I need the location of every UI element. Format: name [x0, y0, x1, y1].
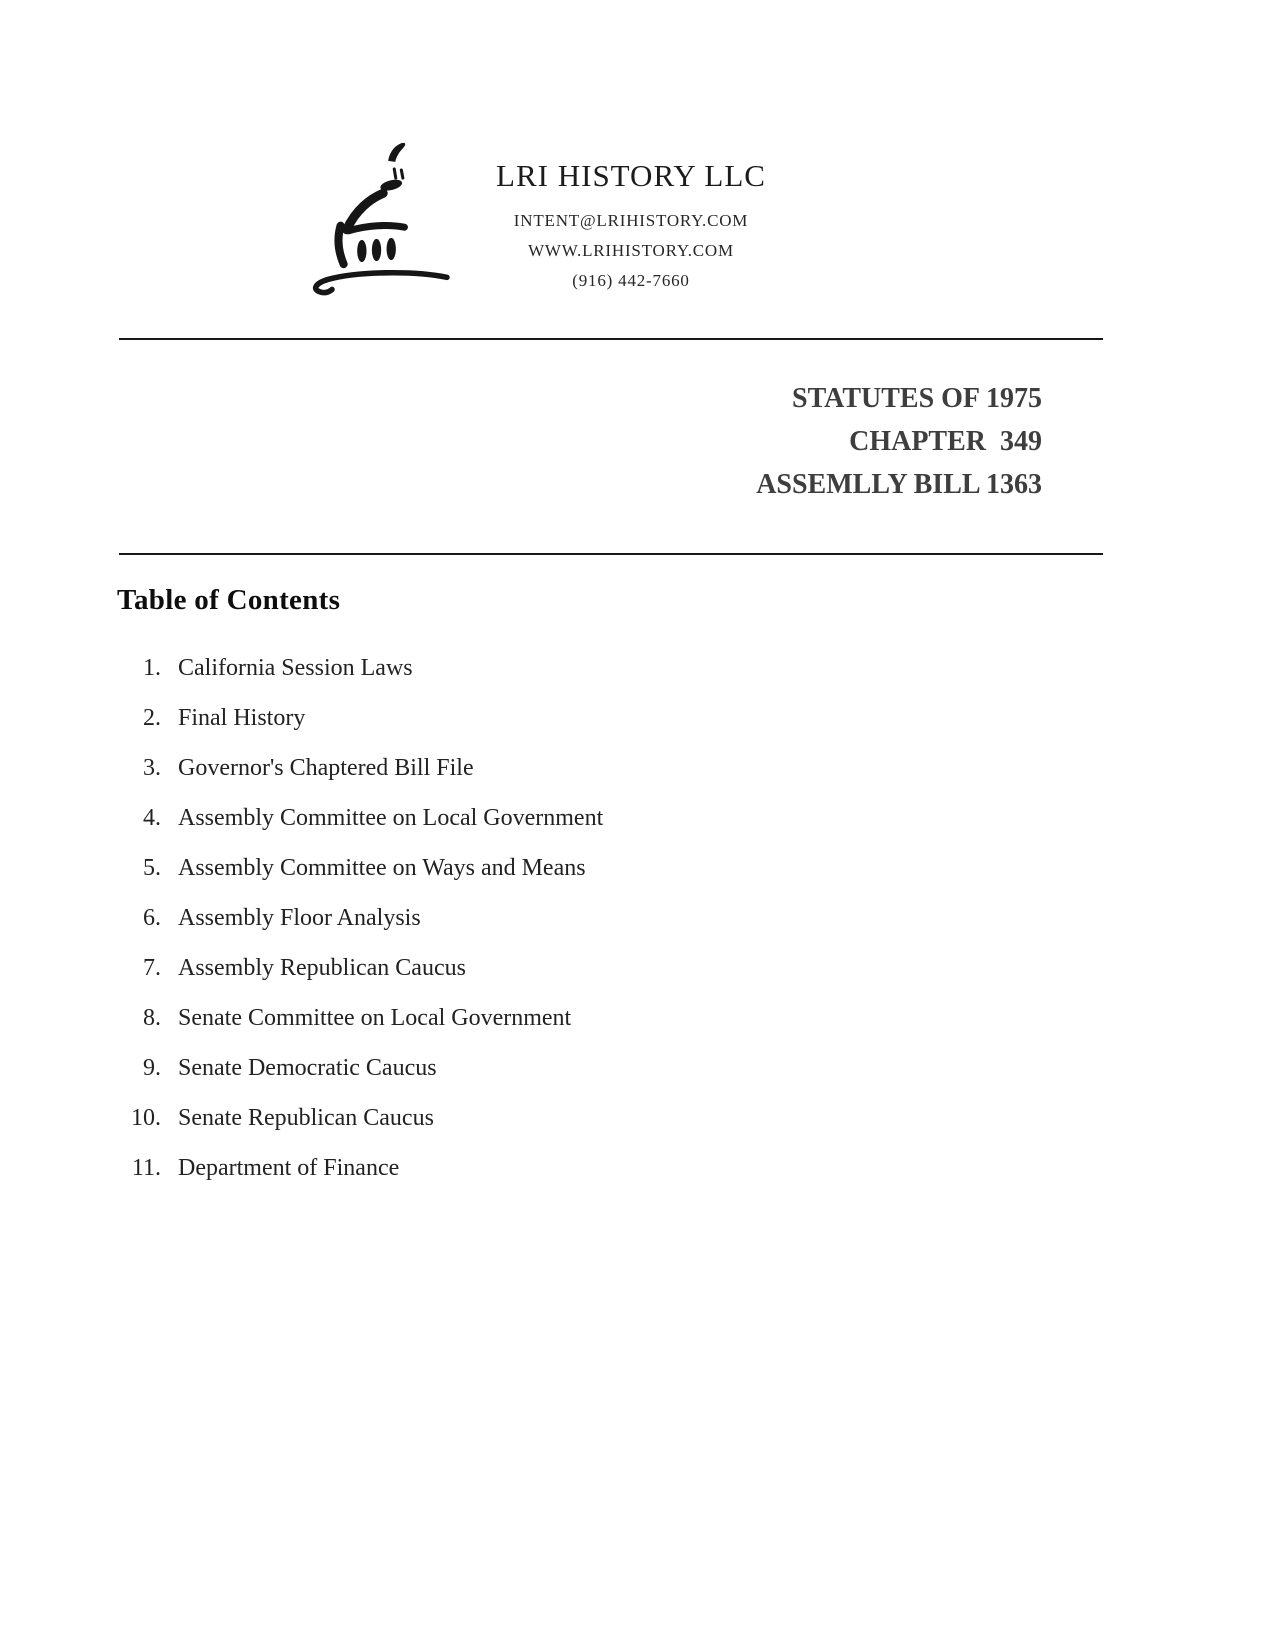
- company-name: LRI HISTORY LLC: [496, 158, 766, 193]
- toc-item-number: 10.: [131, 1104, 161, 1131]
- toc-list: [111, 643, 1011, 1193]
- horizontal-rule-top: [119, 338, 1103, 340]
- horizontal-rule-bottom: [119, 553, 1103, 555]
- logo-flag: [388, 143, 405, 162]
- toc-item: [111, 1143, 1011, 1193]
- toc-item-label: Assembly Committee on Ways and Means: [178, 854, 586, 881]
- document-title-block: [756, 377, 1042, 506]
- toc-item: [111, 993, 1011, 1043]
- toc-item-label: Assembly Committee on Local Government: [178, 804, 604, 831]
- chapter-line: CHAPTER 349: [849, 426, 1042, 457]
- company-phone: (916) 442-7660: [572, 271, 690, 290]
- company-email: INTENT@LRIHISTORY.COM: [513, 211, 749, 230]
- toc-item: [111, 843, 1011, 893]
- contact-block: [450, 206, 812, 296]
- toc-item-number: 2.: [143, 704, 161, 731]
- toc-heading: Table of Contents: [117, 584, 341, 616]
- toc-item: [111, 1043, 1011, 1093]
- toc-item-label: Governor's Chaptered Bill File: [178, 754, 474, 781]
- toc-item-label: Assembly Floor Analysis: [178, 904, 421, 931]
- toc-item: [111, 793, 1011, 843]
- bill-line: ASSEMLLY BILL 1363: [756, 469, 1042, 500]
- toc-item-number: 5.: [143, 854, 161, 881]
- letterhead: [450, 158, 812, 296]
- toc-item: [111, 743, 1011, 793]
- toc-item-number: 3.: [143, 754, 161, 781]
- toc-item-label: Final History: [178, 704, 306, 731]
- toc-item: [111, 893, 1011, 943]
- toc-item-number: 7.: [143, 954, 161, 981]
- toc-item-label: Assembly Republican Caucus: [178, 954, 466, 981]
- toc-item: [111, 693, 1011, 743]
- toc-item-number: 8.: [143, 1004, 161, 1031]
- toc-item-number: 6.: [143, 904, 161, 931]
- toc-item-number: 1.: [143, 654, 161, 681]
- capitol-dome-logo: [293, 128, 455, 296]
- toc-item-label: Senate Democratic Caucus: [178, 1054, 437, 1081]
- toc-item: [111, 643, 1011, 693]
- toc-item: [111, 943, 1011, 993]
- toc-item-number: 4.: [143, 804, 161, 831]
- toc-item-label: California Session Laws: [178, 654, 413, 681]
- toc-item-label: Senate Committee on Local Government: [178, 1004, 572, 1031]
- toc-item-number: 11.: [131, 1154, 161, 1181]
- company-website: WWW.LRIHISTORY.COM: [528, 241, 734, 260]
- statutes-line: STATUTES OF 1975: [792, 383, 1042, 414]
- toc-item-label: Senate Republican Caucus: [178, 1104, 434, 1131]
- logo-base-stroke: [316, 273, 447, 293]
- toc-item: [111, 1093, 1011, 1143]
- toc-item-label: Department of Finance: [178, 1154, 400, 1181]
- toc-item-number: 9.: [143, 1054, 161, 1081]
